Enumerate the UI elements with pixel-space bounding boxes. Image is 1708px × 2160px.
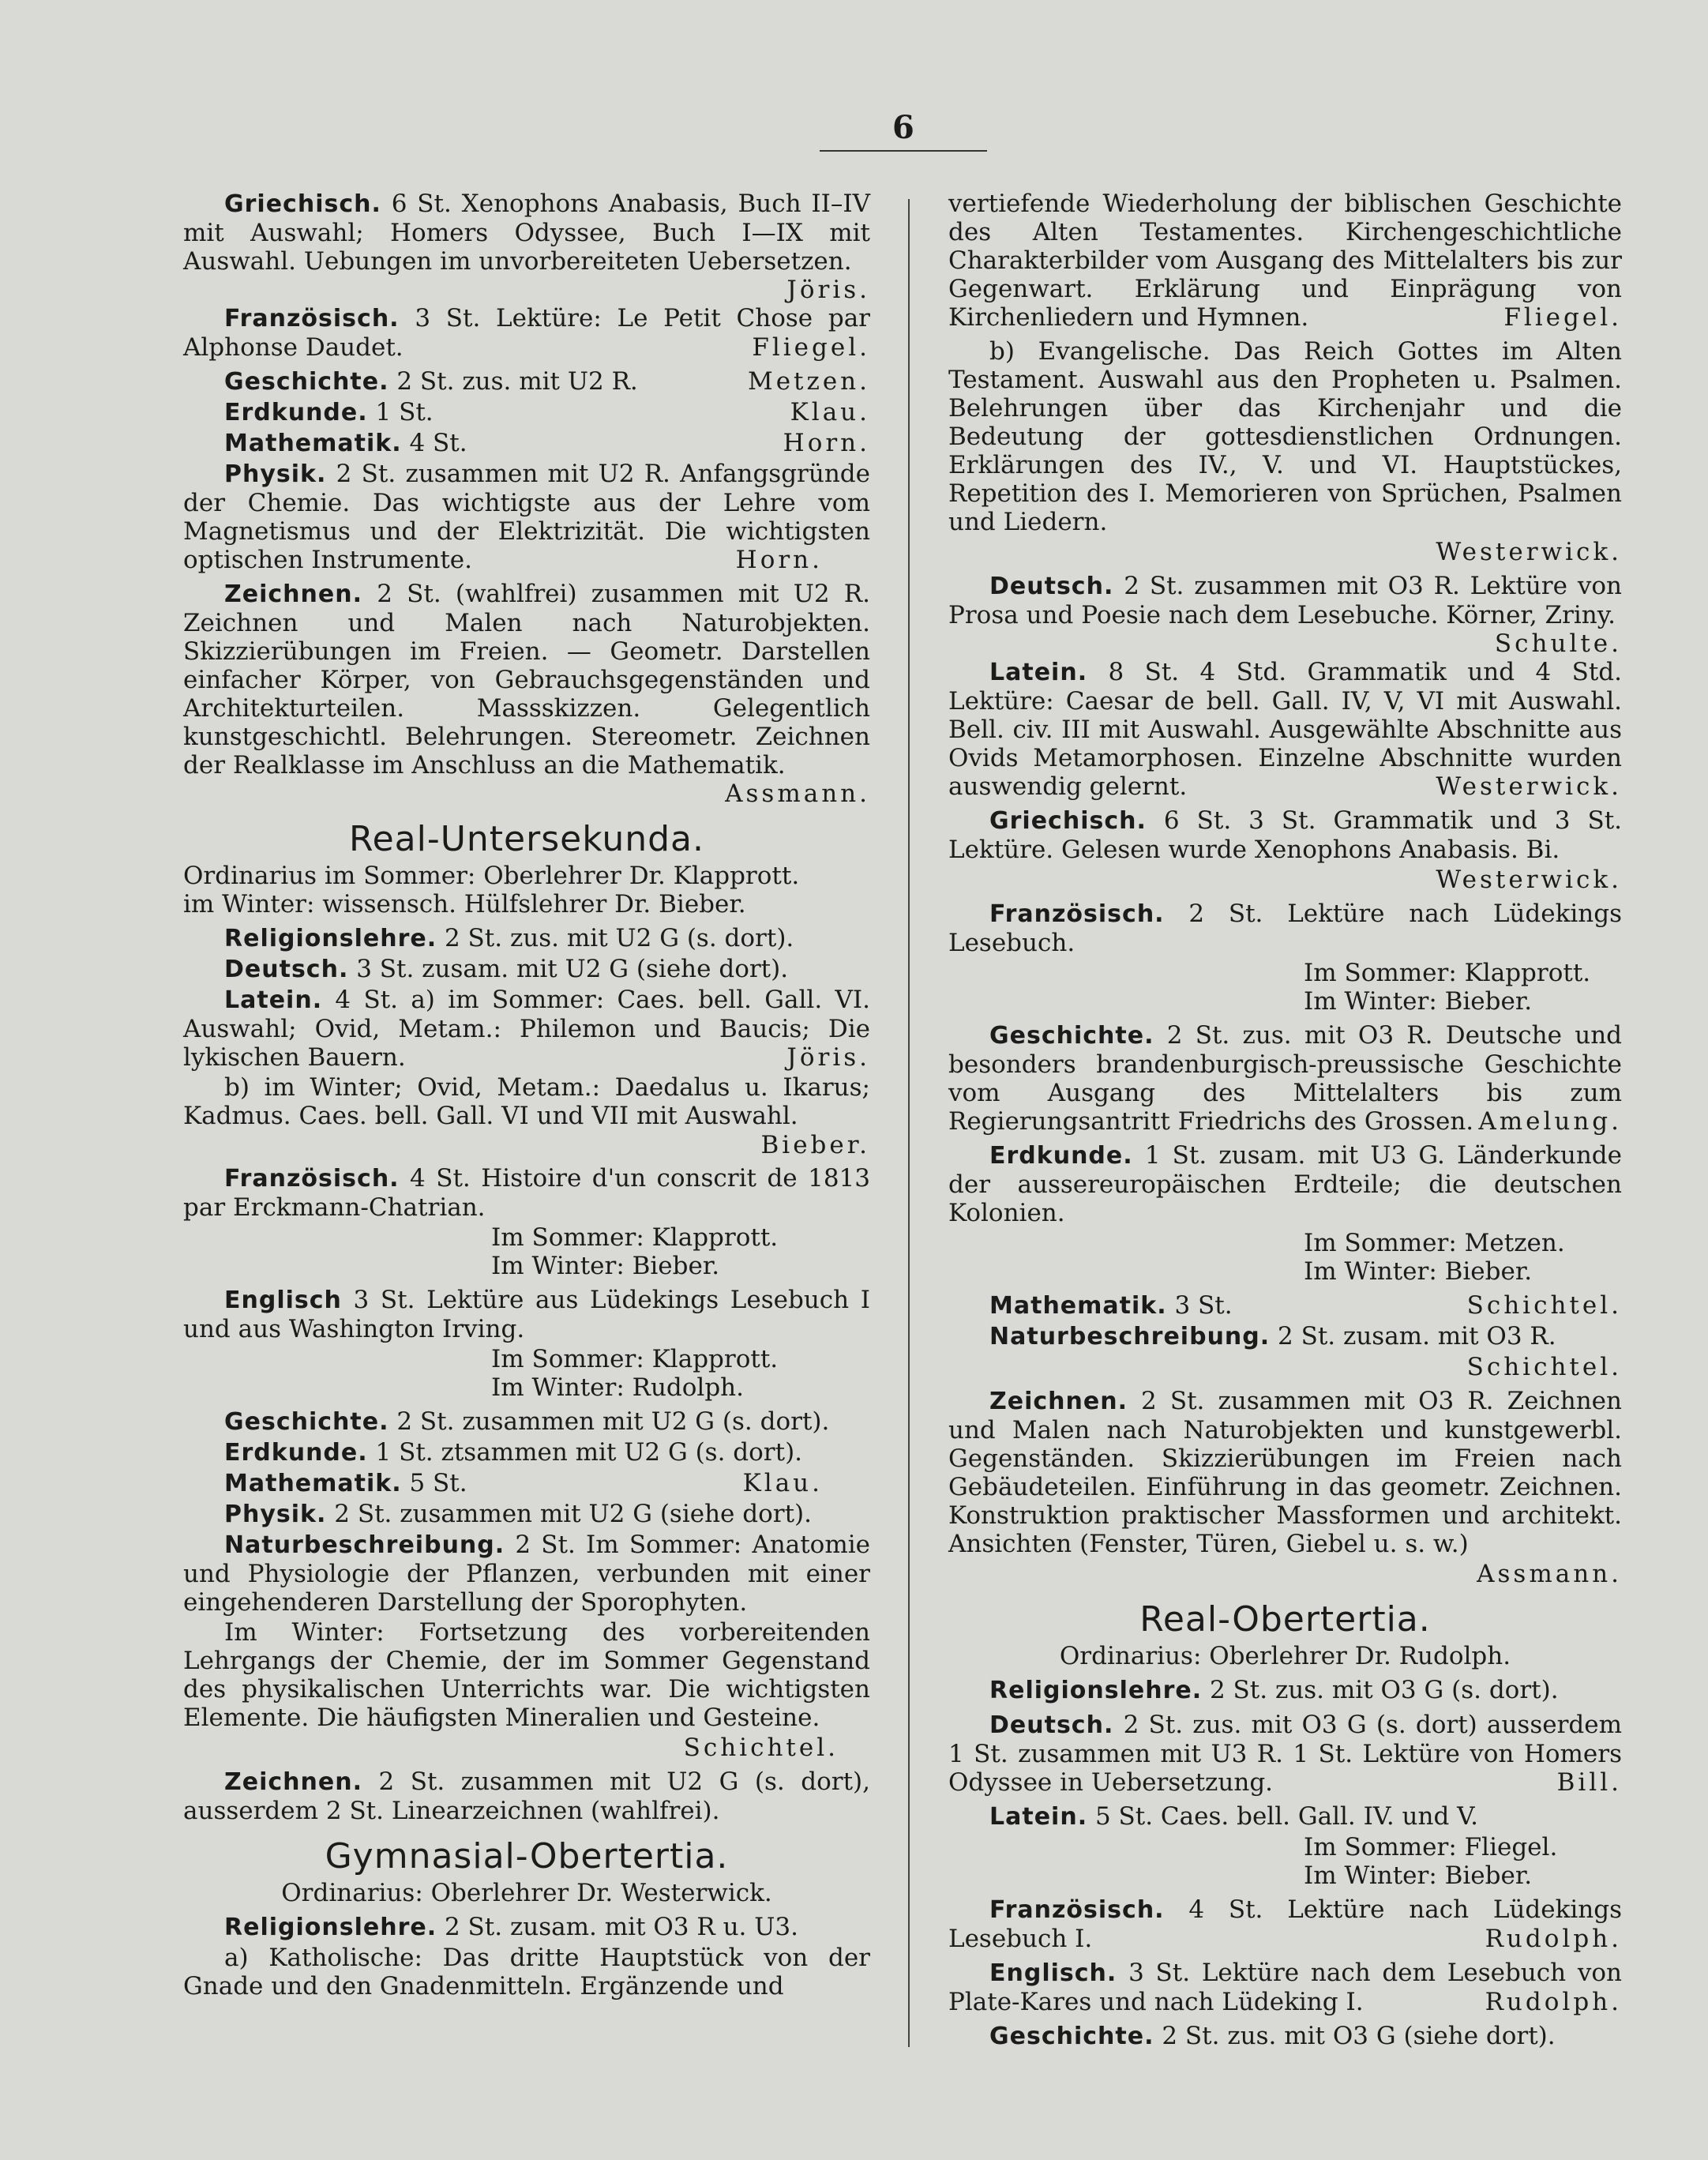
subject-label: Zeichnen.: [224, 1768, 362, 1796]
teacher-name: Metzen.: [747, 367, 870, 396]
column-divider: [908, 199, 910, 2047]
subject-label: Geschichte.: [224, 1408, 389, 1436]
entry-text: 2 St. zusam. mit O3 R u. U3.: [444, 1913, 798, 1941]
entry-text: 2 St. zusammen mit U2 G (s. dort).: [396, 1407, 830, 1436]
subject-label: Geschichte.: [989, 2023, 1154, 2050]
subject-label: Griechisch.: [224, 190, 381, 218]
entry-text: 3 St. Lektüre nach dem Lesebuch von Plate-Kares und nach Lüdeking I.: [948, 1959, 1622, 2016]
entry-text: 2 St. zus. mit O3 G (s. dort).: [1209, 1676, 1559, 1704]
teacher-name: Jöris.: [786, 1043, 870, 1072]
entry-text: 4 St. Lektüre nach Lüdekings Lesebuch I.: [948, 1895, 1622, 1953]
entry-erdkunde-c: [948, 1141, 1622, 1227]
entry-geschichte-b: [183, 1407, 870, 1437]
subject-label: Englisch: [224, 1287, 342, 1314]
subject-label: Erdkunde.: [224, 1439, 368, 1467]
entry-text: 2 St. zusam. mit O3 R.: [1278, 1322, 1556, 1350]
teacher-name: Jöris.: [786, 276, 870, 304]
section-heading-gymnasial-obertertia: Gymnasial-Obertertia.: [325, 1836, 729, 1876]
entry-text: b) Evangelische. Das Reich Gottes im Alten Testament. Auswahl aus den Propheten u. Psalmen. Belehrungen über das Kirchenjahr und die Bedeutung der gottesdienstlichen Ordnungen. Erklärungen des IV., V. und VI. Hauptstückes, Repetition des I. Memorieren von Sprüchen, Psalmen und Liedern.: [948, 337, 1622, 536]
teacher-name: Schichtel.: [1466, 1291, 1622, 1320]
entry-mathematik-c: [948, 1291, 1622, 1320]
entry-text: 4 St.: [409, 429, 467, 457]
section-heading-real-obertertia: Real-Obertertia.: [1139, 1599, 1431, 1640]
subject-label: Deutsch.: [989, 1711, 1114, 1739]
entry-zeichnen-b: [183, 1767, 870, 1825]
header-rule: [820, 150, 987, 152]
entry-geschichte: [183, 367, 870, 396]
subject-label: Griechisch.: [989, 807, 1147, 835]
teacher-summer: Im Sommer: Klapprott.: [491, 1345, 779, 1373]
entry-religion-continued: [948, 190, 1622, 332]
entry-text: 2 St. zusammen mit U2 G (siehe dort).: [334, 1500, 812, 1528]
entry-latein: [183, 986, 870, 1072]
subject-label: Physik.: [224, 460, 327, 488]
subject-label: Zeichnen.: [224, 580, 362, 608]
subject-label: Religionslehre.: [224, 1914, 437, 1941]
subject-label: Deutsch.: [989, 573, 1114, 600]
entry-text: 6 St. Xenophons Anabasis, Buch II–IV mit Auswahl; Homers Odyssee, Buch I—IX mit Auswahl. Uebungen im unvorbereiteten Uebersetzen.: [183, 190, 870, 276]
teacher-name: Assmann.: [725, 779, 870, 808]
entry-zeichnen: [183, 580, 870, 808]
teacher-name: Westerwick.: [1436, 866, 1622, 894]
teacher-name: Rudolph.: [1485, 1988, 1622, 2016]
entry-text: 3 St. zusam. mit U2 G (siehe dort).: [356, 955, 789, 983]
teacher-winter: Im Winter: Bieber.: [1304, 987, 1533, 1016]
teacher-name: Schulte.: [1494, 629, 1622, 658]
entry-griechisch: [183, 190, 870, 304]
teacher-name: Schichtel.: [1466, 1353, 1622, 1381]
teacher-name: Assmann.: [1477, 1560, 1622, 1588]
subject-label: Naturbeschreibung.: [989, 1323, 1271, 1350]
entry-text: 3 St.: [1174, 1291, 1233, 1320]
entry-text: 2 St. zusammen mit O3 R. Zeichnen und Malen nach Naturobjekten und kunstgewerbl. Gegenständen. Skizzierübungen im Freien nach Gebäudeteilen. Einführung in das geometr. Zeichnen. Konstruktion praktischer Massformen und architekt. Ansichten (Fenster, Türen, Giebel u. s. w.): [948, 1387, 1622, 1558]
teacher-name: Schichtel.: [683, 1734, 839, 1762]
entry-franzoesisch-b: [183, 1164, 870, 1222]
entry-naturbeschreibung-c: [948, 1322, 1622, 1351]
teacher-winter: Im Winter: Bieber.: [1304, 1861, 1533, 1890]
subject-label: Deutsch.: [224, 956, 349, 983]
teacher-name: Rudolph.: [1485, 1925, 1622, 1953]
subject-label: Erdkunde.: [224, 399, 368, 426]
teacher-name: Klau.: [742, 1469, 823, 1497]
subject-label: Latein.: [989, 1803, 1088, 1831]
entry-text: 1 St. zusam. mit U3 G. Länderkunde der aussereuropäischen Erdteile; die deutschen Kolonien.: [948, 1141, 1622, 1227]
subject-label: Französisch.: [224, 305, 400, 332]
teacher-winter: Im Winter: Bieber.: [491, 1252, 720, 1280]
teacher-name: Westerwick.: [1436, 538, 1622, 566]
subject-label: Geschichte.: [989, 1022, 1154, 1050]
entry-zeichnen-c: [948, 1387, 1622, 1558]
subject-label: Physik.: [224, 1501, 327, 1528]
subject-label: Französisch.: [989, 1896, 1165, 1924]
section-heading-real-untersekunda: Real-Untersekunda.: [348, 819, 704, 859]
entry-text: 1 St.: [375, 398, 434, 426]
teacher-summer: Im Sommer: Fliegel.: [1304, 1833, 1558, 1861]
subject-label: Erdkunde.: [989, 1142, 1133, 1170]
ordinarius-winter: im Winter: wissensch. Hülfslehrer Dr. Bieber.: [183, 890, 746, 918]
entry-religionslehre: [183, 924, 870, 953]
entry-text: 3 St. Lektüre aus Lüdekings Lesebuch I und aus Washington Irving.: [183, 1286, 870, 1343]
entry-text: 2 St. zus. mit U2 G (s. dort).: [444, 924, 794, 952]
entry-latein-d: [948, 1802, 1622, 1831]
entry-text: 6 St. 3 St. Grammatik und 3 St. Lektüre. Gelesen wurde Xenophons Anabasis. Bi.: [948, 806, 1623, 864]
entry-geschichte-d: [948, 2022, 1622, 2051]
teacher-name: Fliegel.: [1503, 303, 1622, 332]
entry-text: Im Winter: Fortsetzung des vorbereitenden Lehrgangs der Chemie, der im Sommer Gegenstand des physikalischen Unterrichts war. Die wichtigsten Elemente. Die häufigsten Mineralien und Gesteine.: [183, 1618, 870, 1732]
subject-label: Mathematik.: [224, 430, 402, 457]
subject-label: Englisch.: [989, 1959, 1117, 1987]
entry-text: 2 St. zus. mit O3 R. Deutsche und besonders brandenburgisch-preussische Geschichte vom Ausgang des Mittelalters bis zum Regierungsantritt Friedrichs des Grossen.: [948, 1021, 1622, 1136]
subject-label: Geschichte.: [224, 368, 389, 396]
entry-text: 2 St. zusammen mit U2 R. Anfangsgründe der Chemie. Das wichtigste aus der Lehre vom Magnetismus und der Elektrizität. Die wichtigsten optischen Instrumente.: [183, 460, 870, 574]
entry-franzoesisch-d: [948, 1895, 1622, 1953]
entry-deutsch-d: [948, 1711, 1622, 1797]
subject-label: Französisch.: [224, 1165, 400, 1193]
entry-religionslehre-d: [948, 1676, 1622, 1705]
entry-franzoesisch: [183, 304, 870, 362]
entry-text: a) Katholische: Das dritte Hauptstück von der Gnade und den Gnadenmitteln. Ergänzende und: [183, 1944, 870, 2000]
teacher-name: Horn.: [783, 429, 870, 457]
entry-text: 1 St. ztsammen mit U2 G (s. dort).: [375, 1438, 803, 1467]
entry-deutsch-c: [948, 572, 1622, 658]
entry-physik-b: [183, 1500, 870, 1529]
left-column: [183, 190, 870, 2006]
teacher-name: Westerwick.: [1436, 772, 1622, 801]
teacher-name: Horn.: [735, 546, 823, 574]
subject-label: Mathematik.: [989, 1292, 1167, 1320]
entry-mathematik-b: [183, 1469, 870, 1498]
entry-text: 5 St. Caes. bell. Gall. IV. und V.: [1094, 1802, 1478, 1831]
entry-text: 2 St. zus. mit U2 R.: [396, 367, 638, 396]
entry-text: 2 St. (wahlfrei) zusammen mit U2 R. Zeichnen und Malen nach Naturobjekten. Skizzierübungen im Freien. — Geometr. Darstellen einfacher Körper, von Gebrauchsgegenständen und Architekturteilen. Massskizzen. Gelegentlich kunstgeschichtl. Belehrungen. Stereometr. Zeichnen der Realklasse im Anschluss an die Mathematik.: [183, 580, 870, 779]
entry-text: b) im Winter; Ovid, Metam.: Daedalus u. Ikarus; Kadmus. Caes. bell. Gall. VI und VII mit Auswahl.: [183, 1073, 870, 1130]
entry-text: 2 St. zusammen mit U2 G (s. dort), ausserdem 2 St. Linearzeichnen (wahlfrei).: [183, 1767, 870, 1825]
page-number: 6: [892, 109, 914, 146]
subject-label: Religionslehre.: [989, 1677, 1203, 1704]
entry-religionslehre-katholisch: [183, 1944, 870, 2000]
teacher-summer: Im Sommer: Metzen.: [1304, 1229, 1565, 1257]
entry-englisch: [183, 1286, 870, 1343]
entry-text: 4 St. Histoire d'un conscrit de 1813 par Erckmann-Chatrian.: [183, 1164, 870, 1222]
entry-naturbeschreibung: [183, 1531, 870, 1617]
entry-text: 2 St. zus. mit O3 G (s. dort) ausserdem 1 St. zusammen mit U3 R. 1 St. Lektüre von Homers Odyssee in Uebersetzung.: [948, 1711, 1622, 1797]
entry-text: 4 St. a) im Sommer: Caes. bell. Gall. VI. Auswahl; Ovid, Metam.: Philemon und Baucis; Die lykischen Bauern.: [183, 986, 871, 1072]
subject-label: Zeichnen.: [989, 1388, 1128, 1415]
entry-text: 5 St.: [409, 1469, 467, 1497]
entry-text: 3 St. Lektüre: Le Petit Chose par Alphonse Daudet.: [183, 304, 870, 362]
entry-text: 8 St. 4 Std. Grammatik und 4 Std. Lektüre: Caesar de bell. Gall. IV, V, VI mit Auswahl. Bell. civ. III mit Auswahl. Ausgewählte Abschnitte aus Ovids Metamorphosen. Einzelne Abschnitte wurden auswendig gelernt.: [948, 658, 1623, 801]
entry-franzoesisch-c: [948, 900, 1622, 957]
entry-erdkunde-b: [183, 1438, 870, 1467]
entry-deutsch: [183, 955, 870, 984]
entry-text: 2 St. Lektüre nach Lüdekings Lesebuch.: [948, 900, 1622, 957]
entry-naturbeschreibung-winter: [183, 1618, 870, 1732]
entry-text: 2 St. zusammen mit O3 R. Lektüre von Prosa und Poesie nach dem Lesebuche. Körner, Zriny.: [948, 572, 1622, 629]
teacher-name: Bieber.: [760, 1131, 870, 1159]
entry-erdkunde: [183, 398, 870, 427]
ordinarius: Ordinarius: Oberlehrer Dr. Rudolph.: [1059, 1642, 1511, 1670]
ordinarius: Ordinarius: Oberlehrer Dr. Westerwick.: [281, 1879, 772, 1907]
teacher-name: Fliegel.: [752, 333, 870, 362]
entry-text: 2 St. zus. mit O3 G (siehe dort).: [1162, 2022, 1556, 2050]
subject-label: Mathematik.: [224, 1470, 402, 1497]
entry-text: vertiefende Wiederholung der biblischen Geschichte des Alten Testamentes. Kirchengeschichtliche Charakterbilder vom Ausgang des Mittelalters bis zur Gegenwart. Erklärung und Einprägung von Kirchenliedern und Hymnen.: [948, 190, 1622, 332]
entry-englisch-d: [948, 1959, 1622, 2016]
teacher-winter: Im Winter: Rudolph.: [491, 1373, 745, 1402]
entry-religion-evangelisch: [948, 337, 1622, 536]
entry-griechisch-c: [948, 806, 1622, 864]
teacher-name: Klau.: [790, 398, 870, 426]
teacher-summer: Im Sommer: Klapprott.: [1304, 959, 1591, 987]
entry-latein-winter: [183, 1073, 870, 1130]
teacher-name: Amelung.: [1478, 1107, 1622, 1136]
right-column: [948, 190, 1622, 2057]
entry-physik: [183, 460, 870, 574]
entry-text: 2 St. Im Sommer: Anatomie und Physiologie der Pflanzen, verbunden mit einer eingehenderen Darstellung der Sporophyten.: [183, 1531, 870, 1617]
teacher-winter: Im Winter: Bieber.: [1304, 1257, 1533, 1286]
entry-mathematik: [183, 429, 870, 458]
subject-label: Französisch.: [989, 900, 1165, 928]
teacher-summer: Im Sommer: Klapprott.: [491, 1223, 779, 1252]
entry-geschichte-c: [948, 1021, 1622, 1136]
ordinarius-summer: Ordinarius im Sommer: Oberlehrer Dr. Klapprott.: [183, 862, 800, 890]
entry-religionslehre-c: [183, 1913, 870, 1942]
subject-label: Latein.: [989, 659, 1088, 686]
teacher-name: Bill.: [1556, 1768, 1622, 1797]
entry-latein-c: [948, 658, 1622, 801]
subject-label: Latein.: [224, 986, 323, 1014]
subject-label: Naturbeschreibung.: [224, 1531, 505, 1559]
subject-label: Religionslehre.: [224, 925, 437, 952]
